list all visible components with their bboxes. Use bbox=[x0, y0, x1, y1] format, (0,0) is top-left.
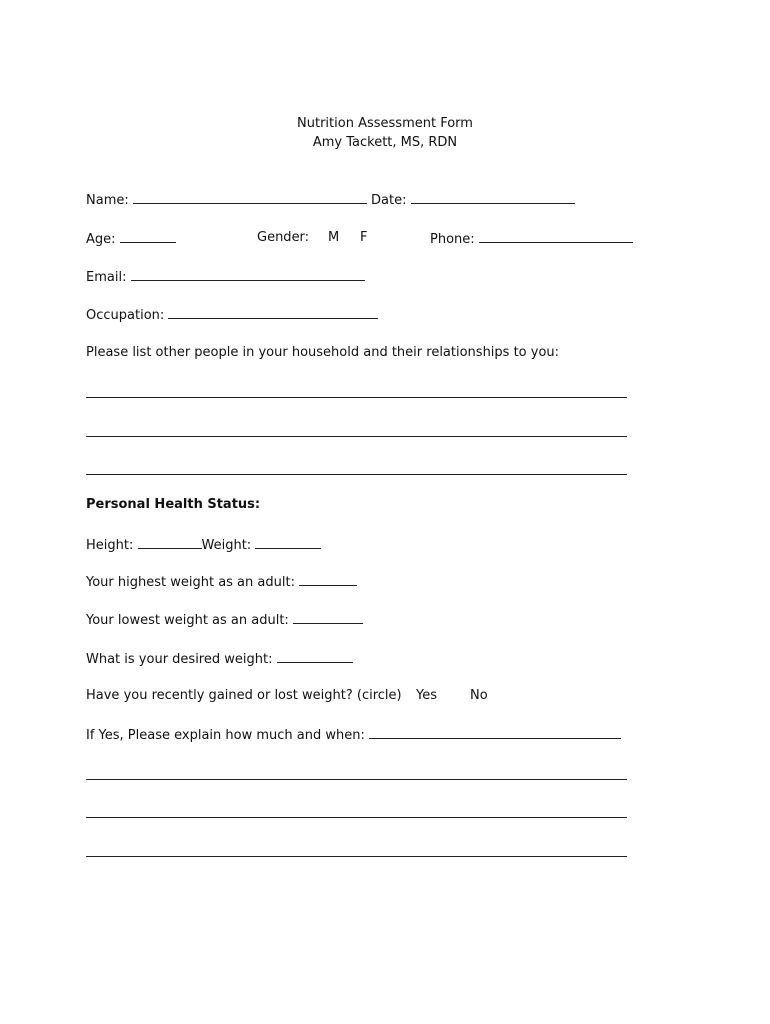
desired-weight-label: What is your desired weight: bbox=[86, 652, 273, 667]
name-field[interactable] bbox=[133, 191, 367, 204]
weight-label: Weight: bbox=[201, 538, 252, 553]
household-line[interactable] bbox=[86, 436, 627, 437]
height-label: Height: bbox=[86, 538, 134, 553]
email-label: Email: bbox=[86, 270, 127, 285]
health-heading: Personal Health Status: bbox=[86, 497, 261, 512]
household-prompt: Please list other people in your household and their relationships to you: bbox=[86, 345, 560, 360]
age-field[interactable] bbox=[120, 230, 176, 243]
age-row bbox=[86, 230, 176, 248]
lowest-weight-row bbox=[86, 611, 363, 629]
age-label: Age: bbox=[86, 232, 116, 247]
highest-weight-field[interactable] bbox=[299, 573, 357, 586]
date-field[interactable] bbox=[411, 191, 575, 204]
name-row bbox=[86, 191, 575, 209]
explain-line[interactable] bbox=[86, 856, 627, 857]
explain-field[interactable] bbox=[369, 726, 621, 739]
phone-row bbox=[430, 230, 633, 248]
height-field[interactable] bbox=[138, 536, 202, 549]
gender-option-m[interactable]: M bbox=[328, 230, 340, 245]
desired-weight-field[interactable] bbox=[277, 650, 353, 663]
household-line[interactable] bbox=[86, 474, 627, 475]
recent-change-no[interactable]: No bbox=[470, 688, 488, 703]
highest-weight-row bbox=[86, 573, 357, 591]
explain-label: If Yes, Please explain how much and when: bbox=[86, 728, 365, 743]
gender-option-f[interactable]: F bbox=[360, 230, 368, 245]
form-title: Nutrition Assessment Form bbox=[297, 116, 473, 131]
phone-field[interactable] bbox=[479, 230, 633, 243]
desired-weight-row bbox=[86, 650, 353, 668]
height-weight-row bbox=[86, 536, 321, 554]
date-label: Date: bbox=[371, 193, 407, 208]
phone-label: Phone: bbox=[430, 232, 475, 247]
form-author: Amy Tackett, MS, RDN bbox=[312, 135, 458, 150]
occupation-field[interactable] bbox=[168, 306, 378, 319]
explain-line[interactable] bbox=[86, 779, 627, 780]
highest-weight-label: Your highest weight as an adult: bbox=[86, 575, 295, 590]
gender-label: Gender: bbox=[257, 230, 310, 245]
recent-change-yes[interactable]: Yes bbox=[416, 688, 437, 703]
recent-change-question: Have you recently gained or lost weight? (circle) bbox=[86, 688, 402, 703]
lowest-weight-field[interactable] bbox=[293, 611, 363, 624]
lowest-weight-label: Your lowest weight as an adult: bbox=[86, 613, 289, 628]
occupation-label: Occupation: bbox=[86, 308, 165, 323]
explain-line[interactable] bbox=[86, 817, 627, 818]
email-row bbox=[86, 268, 365, 286]
weight-field[interactable] bbox=[255, 536, 321, 549]
email-field[interactable] bbox=[131, 268, 365, 281]
explain-row bbox=[86, 726, 621, 744]
occupation-row bbox=[86, 306, 378, 324]
name-label: Name: bbox=[86, 193, 129, 208]
household-line[interactable] bbox=[86, 397, 627, 398]
